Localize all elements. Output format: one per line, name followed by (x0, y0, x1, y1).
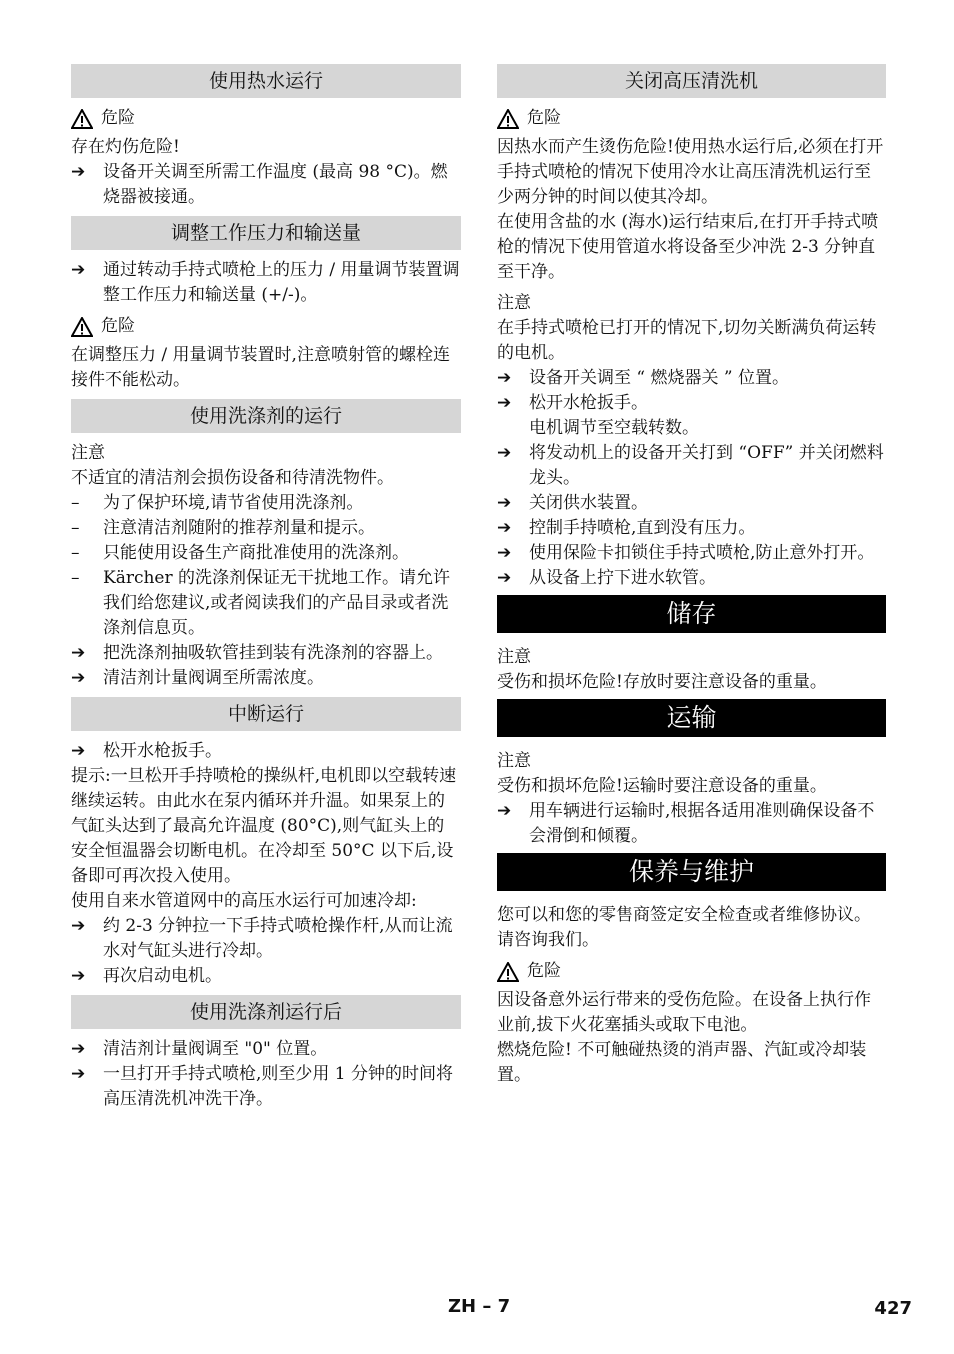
list-item: ➔ 控制手持喷枪,直到没有压力。 (497, 516, 886, 541)
warning-triangle-icon (71, 109, 93, 129)
dash-item: – Kärcher 的洗涤剂保证无干扰地工作。请允许我们给您建议,或者阅读我们的产品目录或者洗涤剂信息页。 (71, 568, 451, 638)
section-heading-pressure: 调整工作压力和输送量 (71, 216, 461, 250)
note-text: 受伤和损坏危险!运输时要注意设备的重量。 (497, 776, 827, 796)
body-text: 使用自来水管道网中的高压水运行可加速冷却: (71, 891, 417, 911)
note-text: 在手持式喷枪已打开的情况下,切勿关断满负荷运转的电机。 (497, 318, 877, 363)
list-item-result: 电机调节至空载转数。 (529, 418, 699, 438)
right-arrow-icon: ➔ (71, 741, 86, 761)
note-label: 注意 (497, 293, 531, 313)
list-item: ➔ 清洁剂计量阀调至所需浓度。 (71, 666, 461, 691)
right-column (497, 64, 886, 1088)
list-item: ➔ 一旦打开手持式喷枪,则至少用 1 分钟的时间将高压清洗机冲洗干净。 (71, 1062, 461, 1112)
note-text: 受伤和损坏危险!存放时要注意设备的重量。 (497, 672, 827, 692)
list-item: ➔ 松开水枪扳手。 (71, 739, 461, 764)
right-arrow-icon: ➔ (497, 493, 512, 513)
hint-text: 提示:一旦松开手持喷枪的操纵杆,电机即以空载转速继续运转。由此水在泵内循环并升温。如果泵上的气缸头达到了最高允许温度 (80°C),则气缸头上的安全恒温器会切断电机。在冷却至 50°C 以下后,设备即可再次投入使用。 (71, 766, 457, 886)
section-heading-shutdown: 关闭高压清洗机 (497, 64, 886, 98)
right-arrow-icon: ➔ (497, 368, 512, 388)
danger-label: 危险 (497, 959, 886, 984)
danger-label: 危险 (71, 314, 461, 339)
list-item: ➔ 将发动机上的设备开关打到 “OFF” 并关闭燃料龙头。 (497, 441, 886, 491)
danger-text: 存在灼伤危险! (71, 137, 180, 157)
right-arrow-icon: ➔ (497, 443, 512, 463)
danger-text: 燃烧危险! 不可触碰热烫的消声器、汽缸或冷却装置。 (497, 1040, 867, 1085)
right-arrow-icon: ➔ (497, 543, 512, 563)
note-label: 注意 (71, 443, 105, 463)
danger-label: 危险 (71, 106, 461, 131)
danger-text: 因设备意外运行带来的受伤危险。在设备上执行作业前,拔下火花塞插头或取下电池。 (497, 990, 871, 1035)
body-text: 您可以和您的零售商签定安全检查或者维修协议。请咨询我们。 (497, 905, 871, 950)
right-arrow-icon: ➔ (497, 518, 512, 538)
dash-item: – 只能使用设备生产商批准使用的洗涤剂。 (71, 543, 409, 563)
right-arrow-icon: ➔ (71, 916, 86, 936)
chapter-heading-transport: 运输 (497, 699, 886, 737)
warning-triangle-icon (71, 317, 93, 337)
right-arrow-icon: ➔ (71, 260, 86, 280)
list-item: ➔ 设备开关调至所需工作温度 (最高 98 °C)。燃烧器被接通。 (71, 160, 461, 210)
right-arrow-icon: ➔ (71, 643, 86, 663)
left-column (71, 64, 461, 1112)
footer-page-number: 427 (874, 1298, 912, 1319)
section-heading-hot-water: 使用热水运行 (71, 64, 461, 98)
list-item: ➔ 约 2-3 分钟拉一下手持式喷枪操作杆,从而让流水对气缸头进行冷却。 (71, 914, 461, 964)
section-heading-after-detergent: 使用洗涤剂运行后 (71, 995, 461, 1029)
chapter-heading-storage: 储存 (497, 595, 886, 633)
section-heading-detergent: 使用洗涤剂的运行 (71, 399, 461, 433)
list-item: ➔ 设备开关调至 “ 燃烧器关 ” 位置。 (497, 366, 886, 391)
list-item: ➔ 使用保险卡扣锁住手持式喷枪,防止意外打开。 (497, 541, 886, 566)
right-arrow-icon: ➔ (71, 966, 86, 986)
right-arrow-icon: ➔ (71, 162, 86, 182)
footer-language-code: ZH – 7 (448, 1296, 511, 1317)
right-arrow-icon: ➔ (497, 801, 512, 821)
dash-item: – 为了保护环境,请节省使用洗涤剂。 (71, 493, 364, 513)
chapter-heading-maintenance: 保养与维护 (497, 853, 886, 891)
body-text: 在使用含盐的水 (海水)运行结束后,在打开手持式喷枪的情况下使用管道水将设备至少冲洗 2-3 分钟直至干净。 (497, 212, 879, 282)
list-item: ➔ 清洁剂计量阀调至 "0" 位置。 (71, 1037, 461, 1062)
right-arrow-icon: ➔ (497, 568, 512, 588)
warning-triangle-icon (497, 962, 519, 982)
danger-text: 因热水而产生烫伤危险!使用热水运行后,必须在打开手持式喷枪的情况下使用冷水让高压清洗机运行至少两分钟的时间以使其冷却。 (497, 137, 884, 207)
list-item: ➔ 把洗涤剂抽吸软管挂到装有洗涤剂的容器上。 (71, 641, 461, 666)
warning-triangle-icon (497, 109, 519, 129)
list-item: ➔ 再次启动电机。 (71, 964, 461, 989)
section-heading-interrupt: 中断运行 (71, 697, 461, 731)
danger-label: 危险 (497, 106, 886, 131)
list-item: ➔ 松开水枪扳手。 (497, 391, 886, 416)
note-label: 注意 (497, 751, 531, 771)
note-label: 注意 (497, 647, 531, 667)
dash-item: – 注意清洁剂随附的推荐剂量和提示。 (71, 518, 375, 538)
right-arrow-icon: ➔ (497, 393, 512, 413)
list-item: ➔ 从设备上拧下进水软管。 (497, 566, 886, 591)
danger-text: 在调整压力 / 用量调节装置时,注意喷射管的螺栓连接件不能松动。 (71, 345, 450, 390)
right-arrow-icon: ➔ (71, 668, 86, 688)
right-arrow-icon: ➔ (71, 1064, 86, 1084)
list-item: ➔ 关闭供水装置。 (497, 491, 886, 516)
right-arrow-icon: ➔ (71, 1039, 86, 1059)
list-item: ➔ 用车辆进行运输时,根据各适用准则确保设备不会滑倒和倾覆。 (497, 799, 886, 849)
list-item: ➔ 通过转动手持式喷枪上的压力 / 用量调节装置调整工作压力和输送量 (+/-)。 (71, 258, 461, 308)
note-text: 不适宜的清洁剂会损伤设备和待清洗物件。 (71, 468, 394, 488)
